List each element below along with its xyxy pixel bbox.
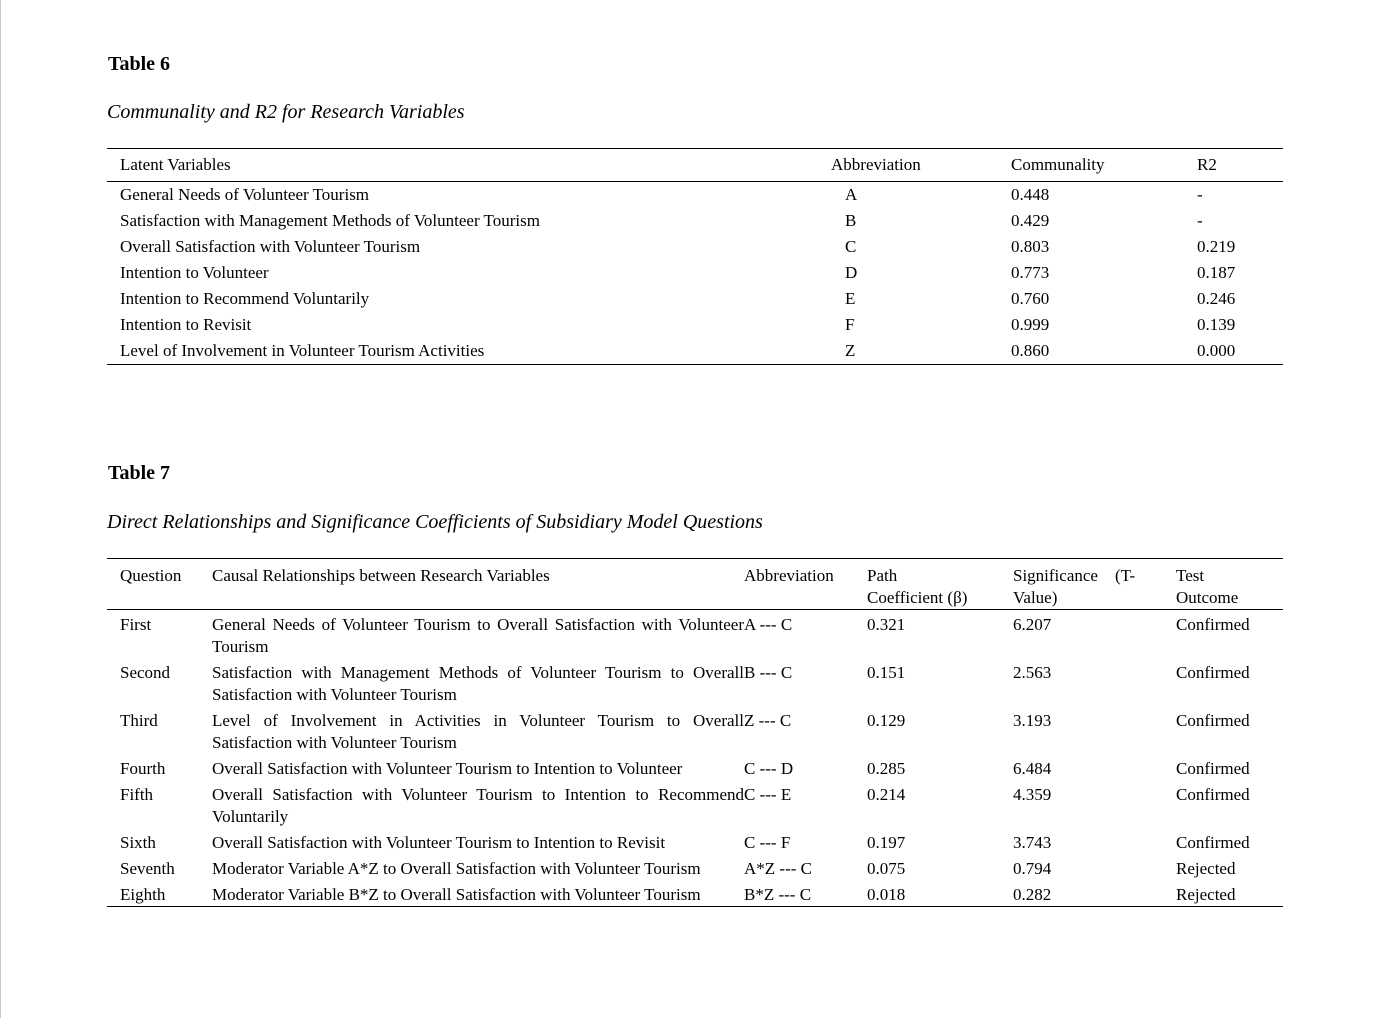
header-significance	[1013, 559, 1176, 610]
header-path-coefficient	[867, 559, 1013, 610]
header-r2: R2	[1197, 155, 1217, 174]
table6-row	[107, 208, 1283, 234]
cell-question: Sixth	[120, 833, 156, 852]
cell-causal-relationship: Overall Satisfaction with Volunteer Tourism to Intention to Volunteer	[212, 759, 683, 778]
header-outcome-line1: Test	[1176, 566, 1205, 585]
cell-latent-variable: Level of Involvement in Volunteer Tourism Activities	[120, 341, 485, 360]
cell-abbreviation: C --- F	[744, 833, 791, 852]
table7-row	[107, 706, 1283, 754]
header-outcome-line2: Outcome	[1176, 588, 1239, 607]
table7-row	[107, 828, 1283, 854]
cell-abbreviation: D	[845, 263, 858, 282]
cell-causal-relationship: Overall Satisfaction with Volunteer Tourism to Intention to Recommend Voluntarily	[212, 785, 744, 826]
cell-question: Eighth	[120, 885, 166, 904]
cell-abbreviation: C	[845, 237, 857, 256]
cell-r2: 0.139	[1197, 315, 1236, 334]
cell-causal-relationship: Moderator Variable B*Z to Overall Satisfaction with Volunteer Tourism	[212, 885, 701, 904]
cell-test-outcome: Rejected	[1176, 859, 1236, 878]
cell-question: Second	[120, 663, 171, 682]
cell-t-value: 6.207	[1013, 615, 1052, 634]
cell-test-outcome: Rejected	[1176, 885, 1236, 904]
table7-row	[107, 854, 1283, 880]
cell-abbreviation: E	[845, 289, 856, 308]
cell-r2: -	[1197, 185, 1203, 204]
cell-test-outcome: Confirmed	[1176, 759, 1250, 778]
table7-row	[107, 658, 1283, 706]
table7-row	[107, 754, 1283, 780]
table6-row	[107, 260, 1283, 286]
cell-latent-variable: Intention to Volunteer	[120, 263, 269, 282]
cell-t-value: 3.193	[1013, 711, 1052, 730]
cell-communality: 0.760	[1011, 289, 1050, 308]
cell-question: Seventh	[120, 859, 175, 878]
cell-test-outcome: Confirmed	[1176, 663, 1250, 682]
cell-t-value: 6.484	[1013, 759, 1052, 778]
cell-question: First	[120, 615, 152, 634]
header-question: Question	[120, 566, 182, 585]
cell-t-value: 3.743	[1013, 833, 1052, 852]
cell-abbreviation: B*Z --- C	[744, 885, 812, 904]
cell-test-outcome: Confirmed	[1176, 833, 1250, 852]
cell-latent-variable: Satisfaction with Management Methods of Volunteer Tourism	[120, 211, 540, 230]
cell-t-value: 2.563	[1013, 663, 1052, 682]
cell-abbreviation: F	[845, 315, 855, 334]
cell-t-value: 0.794	[1013, 859, 1052, 878]
header-abbreviation: Abbreviation	[831, 155, 921, 174]
table7-header-row	[107, 559, 1283, 610]
cell-path-coefficient: 0.214	[867, 785, 906, 804]
cell-question: Third	[120, 711, 158, 730]
cell-abbreviation: B	[845, 211, 857, 230]
cell-test-outcome: Confirmed	[1176, 615, 1250, 634]
cell-path-coefficient: 0.129	[867, 711, 906, 730]
cell-path-coefficient: 0.321	[867, 615, 906, 634]
cell-communality: 0.999	[1011, 315, 1050, 334]
header-abbreviation: Abbreviation	[744, 566, 834, 585]
cell-r2: 0.000	[1197, 341, 1236, 360]
cell-communality: 0.773	[1011, 263, 1050, 282]
cell-latent-variable: Intention to Recommend Voluntarily	[120, 289, 370, 308]
table6-row	[107, 182, 1283, 209]
cell-test-outcome: Confirmed	[1176, 785, 1250, 804]
table7-caption: Direct Relationships and Significance Coefficients of Subsidiary Model Questions	[107, 511, 763, 533]
table7-row	[107, 780, 1283, 828]
cell-abbreviation: C --- E	[744, 785, 792, 804]
table6-row	[107, 234, 1283, 260]
table7-row	[107, 610, 1283, 659]
cell-abbreviation: A --- C	[744, 615, 793, 634]
header-latent-variables: Latent Variables	[120, 155, 231, 174]
cell-latent-variable: Intention to Revisit	[120, 315, 252, 334]
cell-test-outcome: Confirmed	[1176, 711, 1250, 730]
cell-communality: 0.860	[1011, 341, 1050, 360]
cell-path-coefficient: 0.285	[867, 759, 906, 778]
cell-r2: 0.246	[1197, 289, 1236, 308]
header-path-line1: Path	[867, 566, 898, 585]
cell-communality: 0.429	[1011, 211, 1050, 230]
cell-abbreviation: C --- D	[744, 759, 794, 778]
cell-causal-relationship: Moderator Variable A*Z to Overall Satisfaction with Volunteer Tourism	[212, 859, 701, 878]
table6-row	[107, 312, 1283, 338]
cell-r2: 0.219	[1197, 237, 1236, 256]
table7-row	[107, 880, 1283, 907]
header-test-outcome	[1176, 559, 1283, 610]
cell-causal-relationship: Level of Involvement in Activities in Volunteer Tourism to Overall Satisfaction with Volunteer Tourism	[212, 711, 744, 752]
page-left-border	[0, 0, 1, 1018]
table6-caption: Communality and R2 for Research Variables	[107, 101, 465, 123]
header-communality: Communality	[1011, 155, 1105, 174]
cell-causal-relationship: Overall Satisfaction with Volunteer Tourism to Intention to Revisit	[212, 833, 666, 852]
cell-communality: 0.448	[1011, 185, 1050, 204]
cell-path-coefficient: 0.197	[867, 833, 906, 852]
cell-path-coefficient: 0.018	[867, 885, 906, 904]
cell-abbreviation: A*Z --- C	[744, 859, 812, 878]
cell-latent-variable: General Needs of Volunteer Tourism	[120, 185, 370, 204]
header-path-line2: Coefficient (β)	[867, 588, 968, 607]
cell-question: Fourth	[120, 759, 166, 778]
cell-communality: 0.803	[1011, 237, 1050, 256]
cell-path-coefficient: 0.075	[867, 859, 906, 878]
header-sig-line1: Significance (T-	[1013, 566, 1136, 585]
table7-relationships	[107, 558, 1283, 907]
cell-t-value: 4.359	[1013, 785, 1052, 804]
header-sig-line2: Value)	[1013, 588, 1058, 607]
header-causal-relationships: Causal Relationships between Research Variables	[212, 566, 550, 585]
table6-row	[107, 338, 1283, 365]
cell-abbreviation: Z --- C	[744, 711, 792, 730]
table6-label: Table 6	[108, 53, 171, 75]
cell-causal-relationship: Satisfaction with Management Methods of Volunteer Tourism to Overall Satisfaction with Volunteer Tourism	[212, 663, 744, 704]
cell-latent-variable: Overall Satisfaction with Volunteer Tourism	[120, 237, 421, 256]
table6-row	[107, 286, 1283, 312]
cell-t-value: 0.282	[1013, 885, 1052, 904]
table7-label: Table 7	[108, 462, 171, 484]
table6-communality	[107, 148, 1283, 365]
cell-question: Fifth	[120, 785, 154, 804]
cell-r2: 0.187	[1197, 263, 1236, 282]
cell-path-coefficient: 0.151	[867, 663, 906, 682]
cell-abbreviation: A	[845, 185, 858, 204]
cell-abbreviation: Z	[845, 341, 856, 360]
cell-abbreviation: B --- C	[744, 663, 793, 682]
table6-header-row	[107, 149, 1283, 182]
cell-r2: -	[1197, 211, 1203, 230]
cell-causal-relationship: General Needs of Volunteer Tourism to Overall Satisfaction with Volunteer Tourism	[212, 615, 744, 656]
